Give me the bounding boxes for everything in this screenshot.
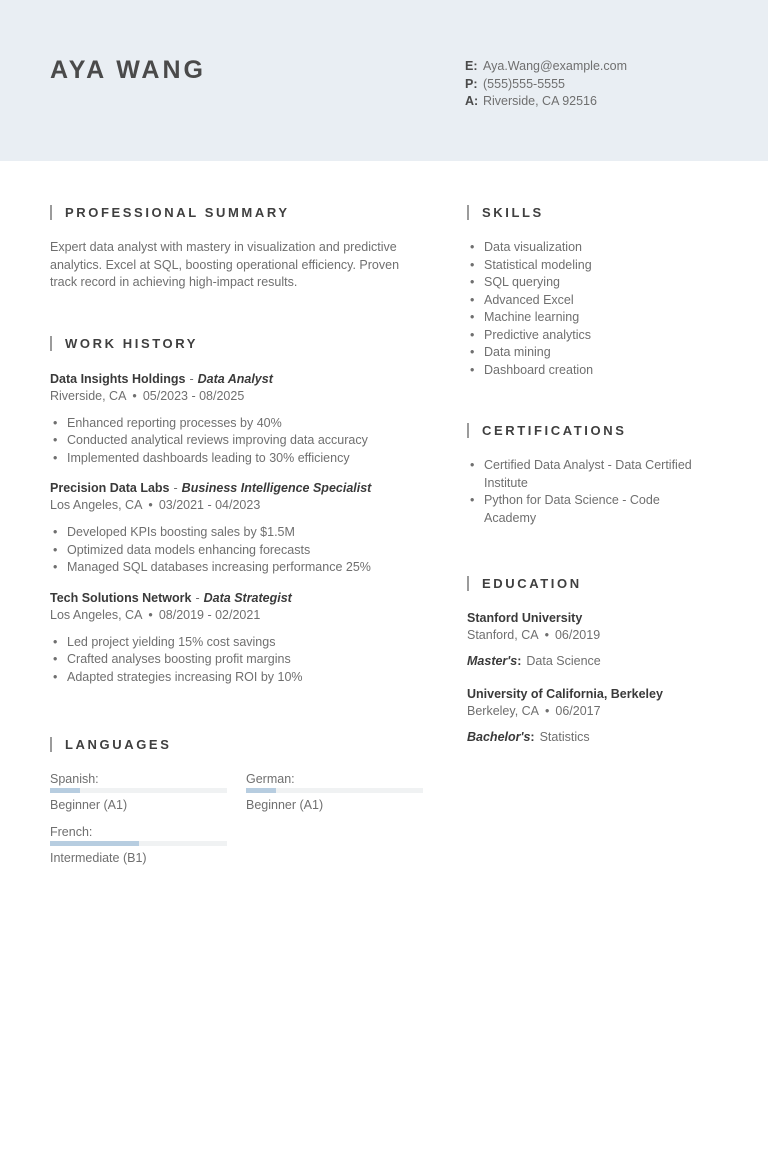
pipe-divider [50, 336, 52, 351]
section-header [467, 575, 722, 591]
company-name: Tech Solutions Network [50, 590, 192, 605]
language-progress-fill [50, 841, 139, 846]
section-education [467, 575, 722, 746]
job-location: Los Angeles, CA [50, 498, 143, 512]
bullet-item: • Optimized data models enhancing forecasts [50, 542, 427, 560]
pipe-divider [467, 423, 469, 438]
summary-text: Expert data analyst with mastery in visualization and predictive analytics. Excel at SQL, boosting operational efficiency. Proven track record in achieving high-impact results. [50, 240, 400, 289]
degree-label: Master's [467, 654, 518, 668]
section-header [467, 422, 722, 438]
bullet-item: • Managed SQL databases increasing performance 25% [50, 559, 427, 577]
job-role: Business Intelligence Specialist [181, 481, 372, 495]
pipe-divider [467, 205, 469, 220]
section-header [50, 204, 427, 220]
bullet-item: • Enhanced reporting processes by 40% [50, 415, 427, 433]
role-separator: - [189, 371, 194, 386]
section-title: CERTIFICATIONS [482, 422, 627, 438]
job-bullets [50, 524, 427, 577]
job-dates: 08/2019 - 02/2021 [158, 607, 261, 622]
degree-line [467, 729, 722, 746]
language-label: French: [50, 825, 93, 839]
section-work-history [50, 336, 427, 687]
degree-value: Data Science [526, 654, 601, 668]
section-languages [50, 736, 427, 867]
section-header [467, 204, 722, 220]
contact-row [465, 93, 627, 111]
school-name: University of California, Berkeley [467, 687, 663, 701]
job-bullets [50, 634, 427, 687]
language-progress-fill [246, 788, 276, 793]
education-location: Stanford, CA [467, 628, 539, 642]
section-skills [467, 204, 722, 379]
section-title: PROFESSIONAL SUMMARY [65, 204, 290, 220]
company-name: Data Insights Holdings [50, 371, 186, 386]
dot-separator: • [545, 704, 550, 718]
dot-separator: • [148, 498, 153, 512]
bullet-item: • Implemented dashboards leading to 30% efficiency [50, 450, 427, 468]
job-dates: 03/2021 - 04/2023 [158, 498, 261, 512]
contact-value: (555)555-5555 [483, 76, 566, 91]
school-name: Stanford University [467, 611, 583, 625]
language-item [50, 824, 227, 867]
education-entry [467, 686, 722, 746]
job-role: Data Strategist [203, 590, 292, 605]
languages-grid [50, 771, 427, 867]
job-title-line [50, 480, 427, 497]
pipe-divider [467, 576, 469, 591]
job-entry [50, 480, 427, 577]
education-meta-line [467, 627, 722, 644]
language-level: Beginner (A1) [246, 798, 324, 812]
certification-item: • Certified Data Analyst - Data Certified Institute [467, 457, 700, 492]
left-column [50, 204, 427, 867]
contact-value: Aya.Wang@example.com [483, 59, 628, 73]
bullet-item: • Crafted analyses boosting profit margins [50, 651, 427, 669]
contact-row [465, 58, 627, 76]
section-professional-summary [50, 204, 427, 292]
section-title: LANGUAGES [65, 736, 172, 752]
section-title: SKILLS [482, 204, 544, 220]
skill-item: • SQL querying [467, 274, 722, 292]
skill-item: • Statistical modeling [467, 257, 722, 275]
right-column [467, 204, 722, 867]
education-dates: 06/2017 [555, 704, 601, 718]
skill-item: • Advanced Excel [467, 292, 722, 310]
education-dates: 06/2019 [554, 628, 601, 642]
bullet-item: • Adapted strategies increasing ROI by 10% [50, 669, 427, 687]
job-title-line [50, 371, 427, 388]
job-dates: 05/2023 - 08/2025 [142, 388, 245, 403]
pipe-divider [50, 205, 52, 220]
pipe-divider [50, 737, 52, 752]
education-meta-line [467, 703, 722, 720]
degree-colon: : [530, 730, 535, 744]
degree-colon: : [517, 654, 522, 668]
degree-label: Bachelor's [467, 730, 531, 744]
header-band [0, 0, 768, 161]
certification-item: • Python for Data Science - Code Academy [467, 492, 700, 527]
job-meta-line [50, 388, 427, 405]
contact-label: P: [465, 76, 478, 91]
language-level: Intermediate (B1) [50, 851, 147, 865]
skill-item: • Data mining [467, 344, 722, 362]
section-header [50, 336, 427, 352]
job-location: Los Angeles, CA [50, 607, 143, 622]
bullet-item: • Conducted analytical reviews improving data accuracy [50, 432, 427, 450]
bullet-item: • Developed KPIs boosting sales by $1.5M [50, 524, 427, 542]
job-meta-line [50, 607, 427, 624]
bullet-item: • Led project yielding 15% cost savings [50, 634, 427, 652]
job-meta-line [50, 497, 427, 514]
skill-item: • Machine learning [467, 309, 722, 327]
skill-item: • Predictive analytics [467, 327, 722, 345]
section-certifications [467, 422, 722, 527]
job-role: Data Analyst [197, 371, 273, 386]
contact-block [465, 58, 627, 111]
section-title: EDUCATION [482, 575, 582, 591]
language-level: Beginner (A1) [50, 798, 128, 812]
language-progress-fill [50, 788, 80, 793]
company-name: Precision Data Labs [50, 481, 170, 495]
skill-item: • Data visualization [467, 239, 722, 257]
contact-label: A: [465, 94, 479, 108]
education-entry [467, 610, 722, 670]
contact-label: E: [465, 59, 478, 73]
language-progress-track [50, 841, 227, 846]
role-separator: - [173, 481, 178, 495]
language-item [246, 771, 423, 814]
contact-row [465, 76, 627, 94]
dot-separator: • [544, 628, 549, 642]
job-entry [50, 371, 427, 468]
section-header [50, 736, 427, 752]
job-title-line [50, 590, 427, 607]
section-title: WORK HISTORY [65, 336, 199, 351]
resume-body [0, 204, 768, 867]
dot-separator: • [132, 388, 137, 403]
language-label: German: [246, 772, 295, 786]
job-location: Riverside, CA [50, 388, 127, 403]
job-bullets [50, 415, 427, 468]
dot-separator: • [148, 607, 153, 622]
language-progress-track [50, 788, 227, 793]
degree-line [467, 653, 722, 670]
certifications-list [467, 457, 722, 527]
skills-list [467, 239, 722, 379]
person-name: AYA WANG [50, 56, 206, 84]
skill-item: • Dashboard creation [467, 362, 722, 380]
role-separator: - [195, 590, 200, 605]
education-location: Berkeley, CA [467, 704, 540, 718]
job-entry [50, 590, 427, 687]
contact-value: Riverside, CA 92516 [483, 94, 597, 108]
degree-value: Statistics [539, 730, 590, 744]
language-item [50, 771, 227, 814]
language-progress-track [246, 788, 423, 793]
language-label: Spanish: [50, 772, 99, 786]
